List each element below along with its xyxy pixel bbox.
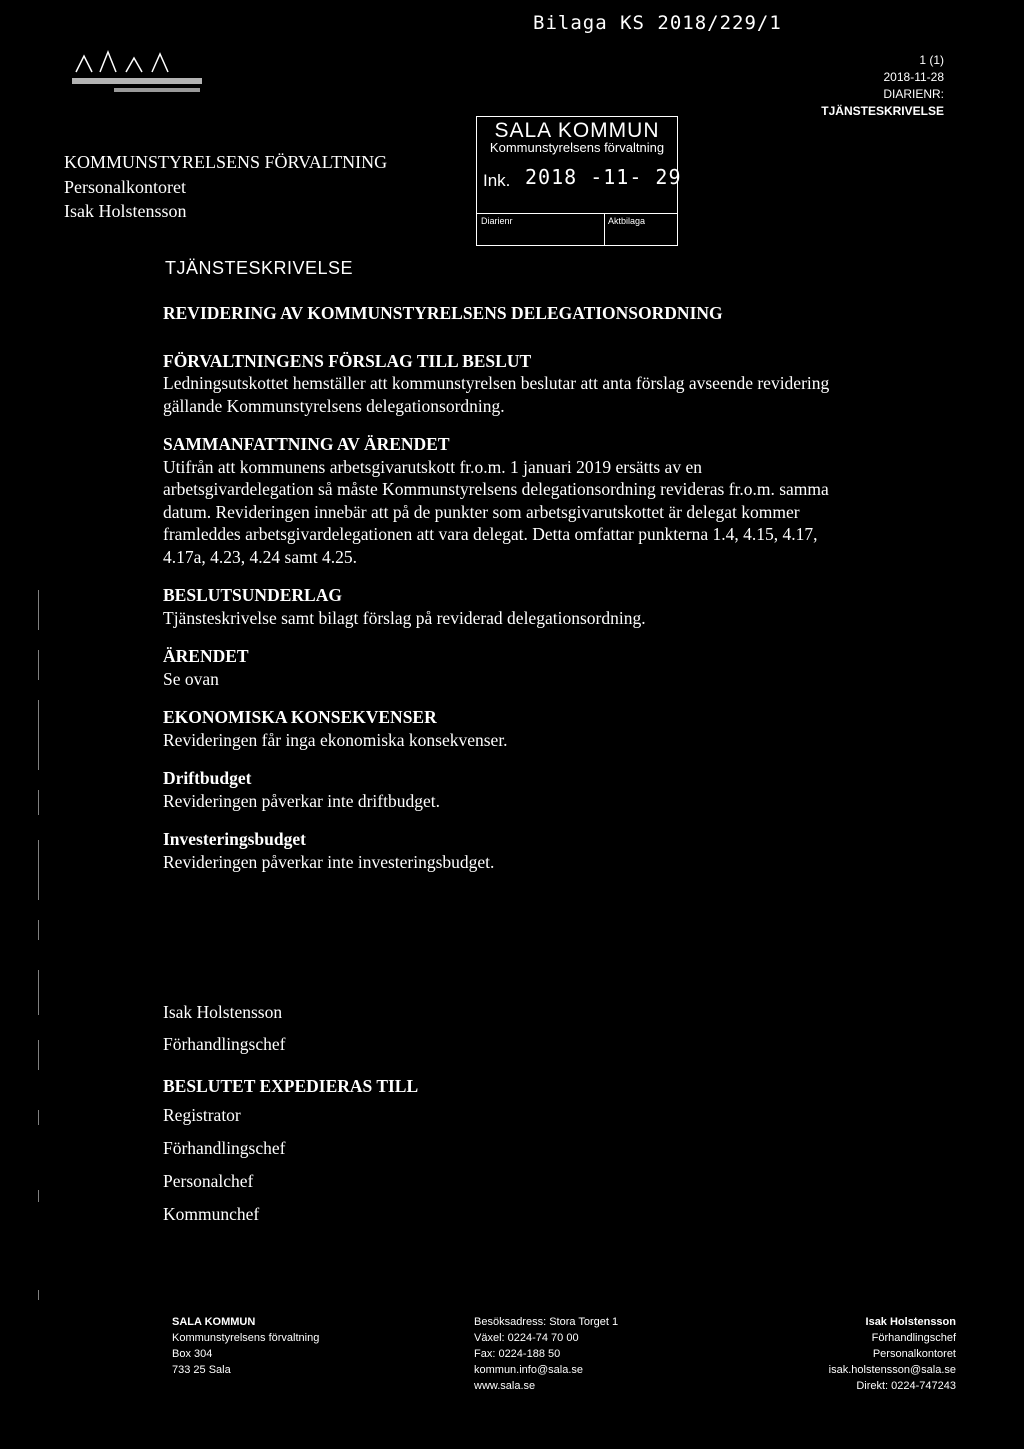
recipient-item: Personalchef	[163, 1171, 254, 1191]
footer-line: Box 304	[172, 1348, 213, 1360]
footer-line: SALA KOMMUN	[172, 1316, 256, 1328]
footer-line: Fax: 0224-188 50	[474, 1348, 561, 1360]
forslag-heading: FÖRVALTNINGENS FÖRSLAG TILL BESLUT	[163, 350, 532, 371]
recipient-item: Förhandlingschef	[163, 1138, 286, 1158]
footer-email-link[interactable]: kommun.info@sala.se	[474, 1364, 583, 1376]
stamp-title: SALA KOMMUN	[494, 119, 660, 142]
footer-organization	[172, 1314, 319, 1378]
footer-line: Kommunstyrelsens förvaltning	[172, 1332, 320, 1344]
footer-line: Växel: 0224-74 70 00	[474, 1332, 579, 1344]
ekonomiska-text: Revideringen får inga ekonomiska konsekvenser.	[163, 729, 508, 750]
forslag-text: Ledningsutskottet hemställer att kommunstyrelsen beslutar att anta förslag avseende revidering gällande Kommunstyrelsens delegationsordning.	[163, 373, 830, 416]
stamp-aktbilaga-label: Aktbilaga	[608, 216, 646, 226]
driftbudget-heading: Driftbudget	[163, 768, 252, 788]
stamp-date: 2018 -11- 29	[525, 165, 682, 189]
signature-name: Isak Holstensson	[163, 1002, 283, 1022]
recipient-item: Registrator	[163, 1105, 241, 1125]
sammanfattning-heading: SAMMANFATTNING AV ÄRENDET	[163, 434, 450, 454]
driftbudget-text: Revideringen påverkar inte driftbudget.	[163, 790, 440, 811]
organization-name: KOMMUNSTYRELSENS FÖRVALTNING	[64, 152, 388, 172]
document-meta	[821, 52, 944, 120]
main-heading: REVIDERING AV KOMMUNSTYRELSENS DELEGATIONSORDNING	[163, 303, 723, 323]
beslutsunderlag-text: Tjänsteskrivelse samt bilagt förslag på reviderad delegationsordning.	[163, 607, 646, 628]
footer-contact	[474, 1314, 618, 1394]
recipients-heading: BESLUTET EXPEDIERAS TILL	[163, 1076, 419, 1096]
footer-line: Besöksadress: Stora Torget 1	[474, 1316, 619, 1328]
stamp-subtitle: Kommunstyrelsens förvaltning	[489, 140, 665, 155]
organization-block	[64, 150, 387, 224]
department-name: Personalkontoret	[64, 176, 186, 197]
attachment-reference: Bilaga KS 2018/229/1	[533, 12, 782, 34]
arendet-heading: ÄRENDET	[163, 646, 249, 666]
footer-line: Förhandlingschef	[871, 1332, 956, 1344]
document-date: 2018-11-28	[883, 70, 944, 84]
footer-line: Personalkontoret	[872, 1348, 956, 1360]
diarienr-label: DIARIENR:	[883, 87, 944, 101]
footer-website-link[interactable]: www.sala.se	[474, 1380, 536, 1392]
footer-line: Direkt: 0224-747243	[856, 1380, 956, 1392]
signature-block	[163, 996, 285, 1060]
footer-line: Isak Holstensson	[865, 1316, 956, 1328]
stamp-divider	[604, 214, 605, 246]
document-title: TJÄNSTESKRIVELSE	[165, 258, 354, 278]
document-body	[163, 302, 843, 889]
author-name: Isak Holstensson	[64, 201, 187, 221]
page-number: 1 (1)	[919, 53, 944, 67]
scan-margin-artifacts	[30, 590, 50, 1310]
beslutsunderlag-heading: BESLUTSUNDERLAG	[163, 585, 342, 605]
footer-author	[829, 1314, 956, 1394]
stamp-diarienr-label: Diarienr	[481, 216, 513, 226]
stamp-ink-label: Ink.	[483, 171, 511, 190]
recipients-block	[163, 1073, 418, 1231]
received-stamp	[476, 116, 682, 246]
sammanfattning-text: Utifrån att kommunens arbetsgivarutskott fr.o.m. 1 januari 2019 ersätts av en arbetsgivardelegation så måste Kommunstyrelsens delegationsordning revideras fr.o.m. samma datum. Revideringen innebär att på de punkter som arbetsgivarutskottet är delegat kommer framleddes arbetsgivardelegationen att vara delegat. Detta omfattar punkterna 1.4, 4.15, 4.17, 4.17a, 4.23, 4.24 samt 4.25.	[163, 456, 829, 567]
stamp-bottom-row	[477, 213, 677, 246]
signature-title: Förhandlingschef	[163, 1034, 286, 1054]
investeringsbudget-heading: Investeringsbudget	[163, 829, 306, 849]
footer-line: 733 25 Sala	[172, 1364, 231, 1376]
recipient-item: Kommunchef	[163, 1204, 260, 1224]
arendet-text: Se ovan	[163, 668, 219, 689]
footer-author-email-link[interactable]: isak.holstensson@sala.se	[828, 1364, 956, 1376]
ekonomiska-heading: EKONOMISKA KONSEKVENSER	[163, 707, 437, 727]
document-type: TJÄNSTESKRIVELSE	[821, 104, 944, 118]
sala-kommun-logo	[56, 42, 206, 112]
investeringsbudget-text: Revideringen påverkar inte investeringsbudget.	[163, 851, 495, 872]
